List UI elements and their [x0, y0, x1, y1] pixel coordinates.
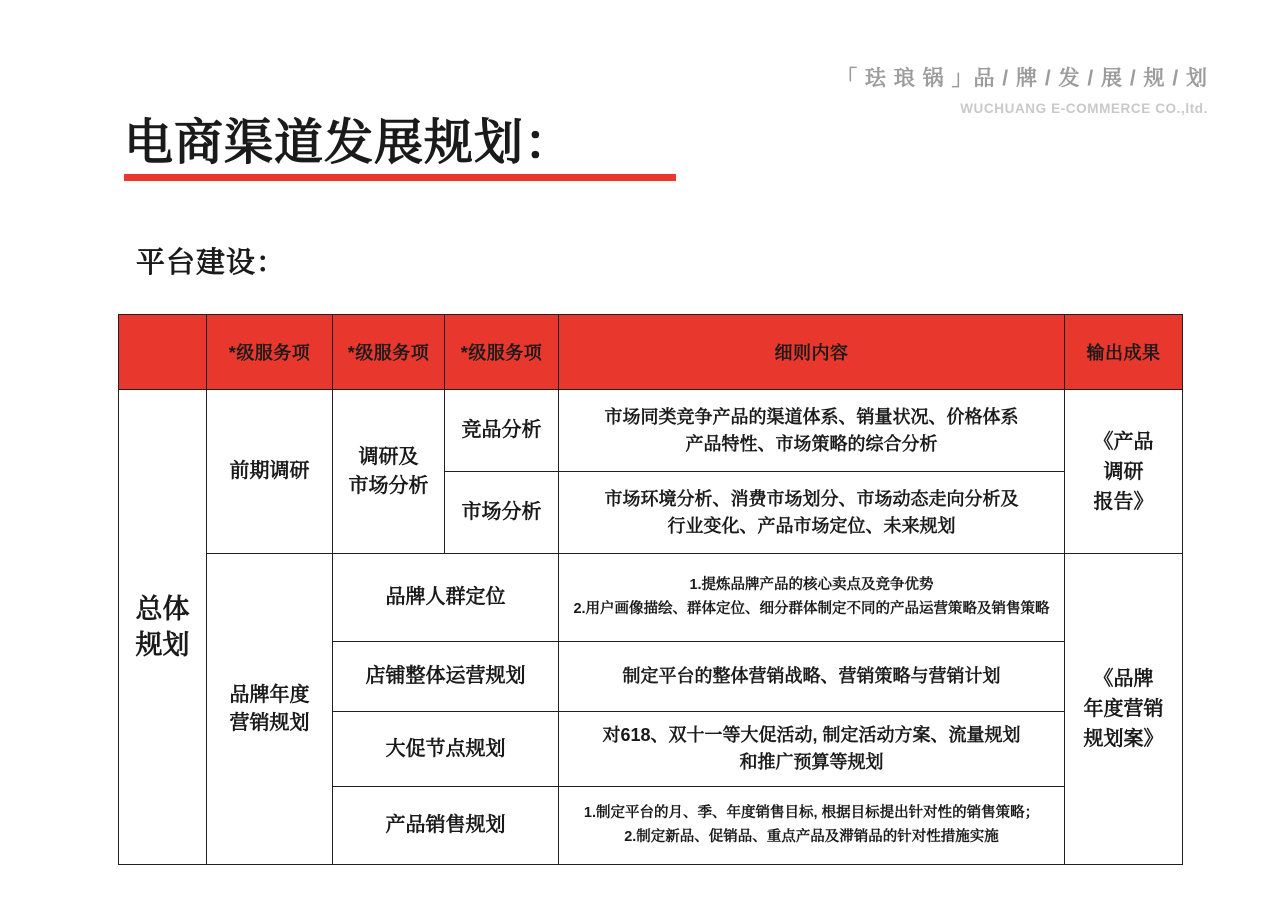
cell-level3-market: 市场分析 [445, 472, 559, 554]
cell-level1-annual-marketing: 品牌年度 营销规划 [207, 554, 333, 865]
cell-level3-sales-plan: 产品销售规划 [333, 787, 559, 865]
plan-table-wrapper [118, 314, 1182, 865]
cell-level3-store-operation: 店铺整体运营规划 [333, 642, 559, 712]
table-body [119, 390, 1183, 865]
page-title-block [124, 116, 676, 181]
header-cell-output: 输出成果 [1065, 315, 1183, 390]
cell-detail-store-operation: 制定平台的整体营销战略、营销策略与营销计划 [559, 642, 1065, 712]
cell-level2-market-analysis: 调研及 市场分析 [333, 390, 445, 554]
cell-detail-audience-positioning: 1.提炼品牌产品的核心卖点及竞争优势 2.用户画像描绘、群体定位、细分群体制定不同的产品运营策略及销售策略 [559, 554, 1065, 642]
cell-total-plan-line2: 规划 [135, 630, 190, 660]
header-cell-blank [119, 315, 207, 390]
page-title: 电商渠道发展规划： [124, 116, 575, 170]
table-row [119, 554, 1183, 642]
cell-detail-promotion-nodes: 对618、双十一等大促活动, 制定活动方案、流量规划 和推广预算等规划 [559, 712, 1065, 787]
cell-output-research-report: 《产品 调研 报告》 [1065, 390, 1183, 554]
plan-table [118, 314, 1183, 865]
brand-title-cn: 「 珐 琅 锅 」品 / 牌 / 发 / 展 / 规 / 划 [836, 67, 1208, 90]
cell-total-plan [119, 390, 207, 865]
table-header-row [119, 315, 1183, 390]
cell-detail-competitor: 市场同类竞争产品的渠道体系、销量状况、价格体系 产品特性、市场策略的综合分析 [559, 390, 1065, 472]
cell-level1-research: 前期调研 [207, 390, 333, 554]
header-cell-level2: *级服务项 [333, 315, 445, 390]
cell-level3-competitor: 竞品分析 [445, 390, 559, 472]
header-cell-details: 细则内容 [559, 315, 1065, 390]
cell-detail-market: 市场环境分析、消费市场划分、市场动态走向分析及 行业变化、产品市场定位、未来规划 [559, 472, 1065, 554]
cell-level3-promotion-nodes: 大促节点规划 [333, 712, 559, 787]
table-header [119, 315, 1183, 390]
title-underline [124, 174, 676, 181]
cell-level3-audience-positioning: 品牌人群定位 [333, 554, 559, 642]
cell-detail-sales-plan: 1.制定平台的月、季、年度销售目标, 根据目标提出针对性的销售策略； 2.制定新品、促销品、重点产品及滞销品的针对性措施实施 [559, 787, 1065, 865]
brand-title-en: WUCHUANG E-COMMERCE CO.,ltd. [960, 101, 1208, 116]
brand-block [836, 62, 1208, 116]
header-cell-level1: *级服务项 [207, 315, 333, 390]
table-row [119, 390, 1183, 472]
cell-output-annual-marketing-plan: 《品牌 年度营销 规划案》 [1065, 554, 1183, 865]
header-cell-level3: *级服务项 [445, 315, 559, 390]
section-subheading: 平台建设： [136, 247, 287, 279]
cell-total-plan-line1: 总体 [135, 593, 190, 624]
